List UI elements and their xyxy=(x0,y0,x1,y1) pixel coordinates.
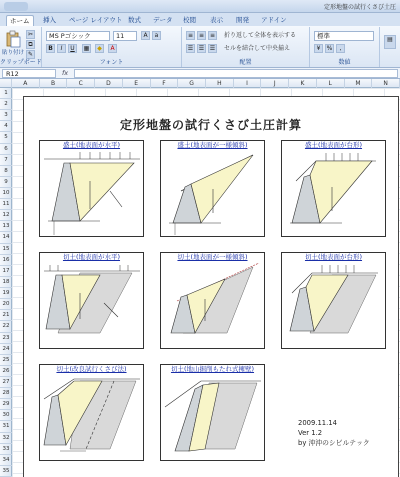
number-format-select[interactable]: 標準 xyxy=(314,31,374,41)
merge-center-button[interactable]: セルを結合して中央揃え xyxy=(224,45,291,52)
column-header[interactable]: E xyxy=(123,79,151,88)
row-header[interactable]: 5 xyxy=(0,132,12,143)
tab-review[interactable]: 校閲 xyxy=(183,16,196,24)
currency-icon[interactable]: ¥ xyxy=(314,44,323,53)
number-group-label: 数値 xyxy=(338,59,351,66)
panel-cut-leaning-wall xyxy=(160,364,265,461)
align-right-icon[interactable]: ☰ xyxy=(209,45,216,52)
panel-title: 盛土(地表面が一様傾斜) xyxy=(177,141,248,149)
wedge-diagram-icon xyxy=(161,375,264,460)
column-header[interactable]: C xyxy=(67,79,95,88)
row-header[interactable]: 6 xyxy=(0,144,12,155)
wedge-diagram-icon xyxy=(40,263,143,348)
wedge-diagram-icon xyxy=(161,151,264,236)
worksheet-grid[interactable] xyxy=(12,88,400,477)
row-header[interactable]: 28 xyxy=(0,388,12,399)
column-header[interactable]: L xyxy=(317,79,345,88)
panel-title: 切土(地表面が水平) xyxy=(62,253,121,261)
ribbon xyxy=(0,26,400,68)
paste-icon xyxy=(4,30,22,48)
tab-page-layout[interactable]: ページ レイアウト xyxy=(69,16,123,24)
row-header[interactable]: 30 xyxy=(0,410,12,421)
tab-developer[interactable]: 開発 xyxy=(236,16,249,24)
shrink-font-icon[interactable]: a xyxy=(152,31,161,40)
tab-formulas[interactable]: 数式 xyxy=(128,16,141,24)
panel-embankment-trapezoid xyxy=(281,140,386,237)
panel-title: 切土(改良試行くさび法) xyxy=(56,365,127,373)
row-header[interactable]: 13 xyxy=(0,221,12,232)
row-header[interactable]: 25 xyxy=(0,355,12,366)
panel-title: 切土(地表面が台形) xyxy=(304,253,363,261)
name-box[interactable]: R12 xyxy=(2,69,56,78)
panel-cut-level xyxy=(39,252,144,349)
wedge-diagram-icon xyxy=(161,263,264,348)
row-header[interactable]: 2 xyxy=(0,99,12,110)
wedge-diagram-icon xyxy=(40,375,143,460)
row-headers xyxy=(0,88,12,477)
font-color-icon[interactable]: A xyxy=(108,44,117,53)
row-header[interactable]: 18 xyxy=(0,277,12,288)
font-size-select[interactable]: 11 xyxy=(113,31,137,41)
row-header[interactable]: 16 xyxy=(0,255,12,266)
column-header[interactable]: H xyxy=(206,79,234,88)
alignment-group-label: 配置 xyxy=(239,59,252,66)
select-all-corner[interactable] xyxy=(0,79,12,88)
row-header[interactable]: 33 xyxy=(0,444,12,455)
clipboard-group-label: クリップボード xyxy=(0,59,42,66)
row-header[interactable]: 29 xyxy=(0,399,12,410)
paste-label: 貼り付け xyxy=(2,50,25,56)
column-header[interactable]: M xyxy=(345,79,373,88)
row-header[interactable]: 12 xyxy=(0,210,12,221)
row-header[interactable]: 23 xyxy=(0,333,12,344)
row-header[interactable]: 35 xyxy=(0,466,12,477)
panel-title: 盛土(地表面が水平) xyxy=(62,141,121,149)
row-header[interactable]: 19 xyxy=(0,288,12,299)
font-name-select[interactable]: MS Pゴシック xyxy=(46,31,110,41)
number-group xyxy=(310,27,380,67)
align-bottom-icon[interactable]: ≡ xyxy=(209,32,216,39)
ribbon-tabs xyxy=(0,13,400,26)
column-header[interactable]: A xyxy=(12,79,40,88)
column-header[interactable]: I xyxy=(234,79,262,88)
column-header[interactable]: B xyxy=(40,79,68,88)
align-center-icon[interactable]: ☰ xyxy=(198,45,205,52)
row-header[interactable]: 10 xyxy=(0,188,12,199)
panel-embankment-slope xyxy=(160,140,265,237)
row-header[interactable]: 7 xyxy=(0,155,12,166)
window-title: 定形地盤の試行くさび土圧 xyxy=(323,4,396,11)
styles-group xyxy=(380,27,400,67)
row-header[interactable]: 27 xyxy=(0,377,12,388)
italic-icon[interactable]: I xyxy=(57,44,66,53)
panel-cut-slope xyxy=(160,252,265,349)
align-left-icon[interactable]: ☰ xyxy=(187,45,194,52)
sheet-title: 定形地盤の試行くさび土圧計算 xyxy=(119,118,302,132)
row-header[interactable]: 1 xyxy=(0,88,12,99)
format-painter-icon[interactable]: ✎ xyxy=(27,51,34,58)
tab-insert[interactable]: 挿入 xyxy=(43,16,56,24)
cut-icon[interactable]: ✂ xyxy=(27,31,34,38)
panel-cut-trapezoid xyxy=(281,252,386,349)
row-header[interactable]: 26 xyxy=(0,366,12,377)
align-top-icon[interactable]: ≡ xyxy=(187,32,194,39)
conditional-format-icon[interactable]: ▤ xyxy=(384,35,396,49)
wedge-diagram-icon xyxy=(282,263,385,348)
column-header[interactable]: F xyxy=(151,79,179,88)
column-header[interactable]: D xyxy=(95,79,123,88)
font-group xyxy=(42,27,182,67)
row-header[interactable]: 8 xyxy=(0,166,12,177)
tab-home[interactable]: ホーム xyxy=(6,15,34,26)
font-group-label: フォント xyxy=(99,59,124,66)
row-header[interactable]: 9 xyxy=(0,177,12,188)
row-header[interactable]: 3 xyxy=(0,110,12,121)
footer-info xyxy=(298,418,370,448)
row-header[interactable]: 14 xyxy=(0,232,12,243)
row-header[interactable]: 24 xyxy=(0,344,12,355)
panel-title: 盛土(地表面が台形) xyxy=(304,141,363,149)
row-header[interactable]: 34 xyxy=(0,455,12,466)
row-header[interactable]: 22 xyxy=(0,321,12,332)
column-header[interactable]: J xyxy=(261,79,289,88)
formula-input[interactable] xyxy=(74,69,398,78)
row-header[interactable]: 15 xyxy=(0,244,12,255)
wedge-diagram-icon xyxy=(40,151,143,236)
align-middle-icon[interactable]: ≡ xyxy=(198,32,205,39)
formula-bar xyxy=(0,68,400,79)
panel-embankment-level xyxy=(39,140,144,237)
panel-cut-improved-wedge xyxy=(39,364,144,461)
wrap-text-button[interactable]: 折り返して全体を表示する xyxy=(224,32,297,39)
quick-access-toolbar[interactable] xyxy=(4,2,28,11)
borders-icon[interactable]: ▦ xyxy=(83,45,90,52)
tab-view[interactable]: 表示 xyxy=(210,16,223,24)
column-header[interactable]: K xyxy=(289,79,317,88)
grow-font-icon[interactable]: A xyxy=(141,31,150,40)
alignment-group xyxy=(182,27,310,67)
footer-author: by 沖沖のシビルテック xyxy=(298,439,370,447)
wedge-diagram-icon xyxy=(282,151,385,236)
column-header[interactable]: N xyxy=(372,79,400,88)
row-header[interactable]: 31 xyxy=(0,421,12,432)
title-bar xyxy=(0,0,400,13)
fill-color-icon[interactable]: ◆ xyxy=(95,44,104,53)
row-header[interactable]: 21 xyxy=(0,310,12,321)
row-header[interactable]: 20 xyxy=(0,299,12,310)
report-frame xyxy=(23,96,399,477)
underline-icon[interactable]: U xyxy=(68,44,77,53)
footer-version: Ver 1.2 xyxy=(298,429,323,437)
row-header[interactable]: 17 xyxy=(0,266,12,277)
tab-addins[interactable]: アドイン xyxy=(261,16,287,24)
footer-date: 2009.11.14 xyxy=(298,419,337,427)
copy-icon[interactable]: ⧉ xyxy=(26,40,35,49)
row-header[interactable]: 32 xyxy=(0,433,12,444)
tab-data[interactable]: データ xyxy=(153,16,173,24)
column-headers xyxy=(0,79,400,88)
bold-icon[interactable]: B xyxy=(46,44,55,53)
comma-icon[interactable]: , xyxy=(336,44,345,53)
row-header[interactable]: 11 xyxy=(0,199,12,210)
function-icon[interactable]: fx xyxy=(62,69,69,77)
clipboard-group xyxy=(0,27,42,67)
panel-title: 切土(地山掘削もたれ式擁壁) xyxy=(170,365,255,373)
row-header[interactable]: 4 xyxy=(0,121,12,132)
panel-title: 切土(地表面が一様傾斜) xyxy=(177,253,248,261)
column-header[interactable]: G xyxy=(178,79,206,88)
percent-icon[interactable]: % xyxy=(326,45,333,52)
paste-button[interactable] xyxy=(2,29,25,56)
